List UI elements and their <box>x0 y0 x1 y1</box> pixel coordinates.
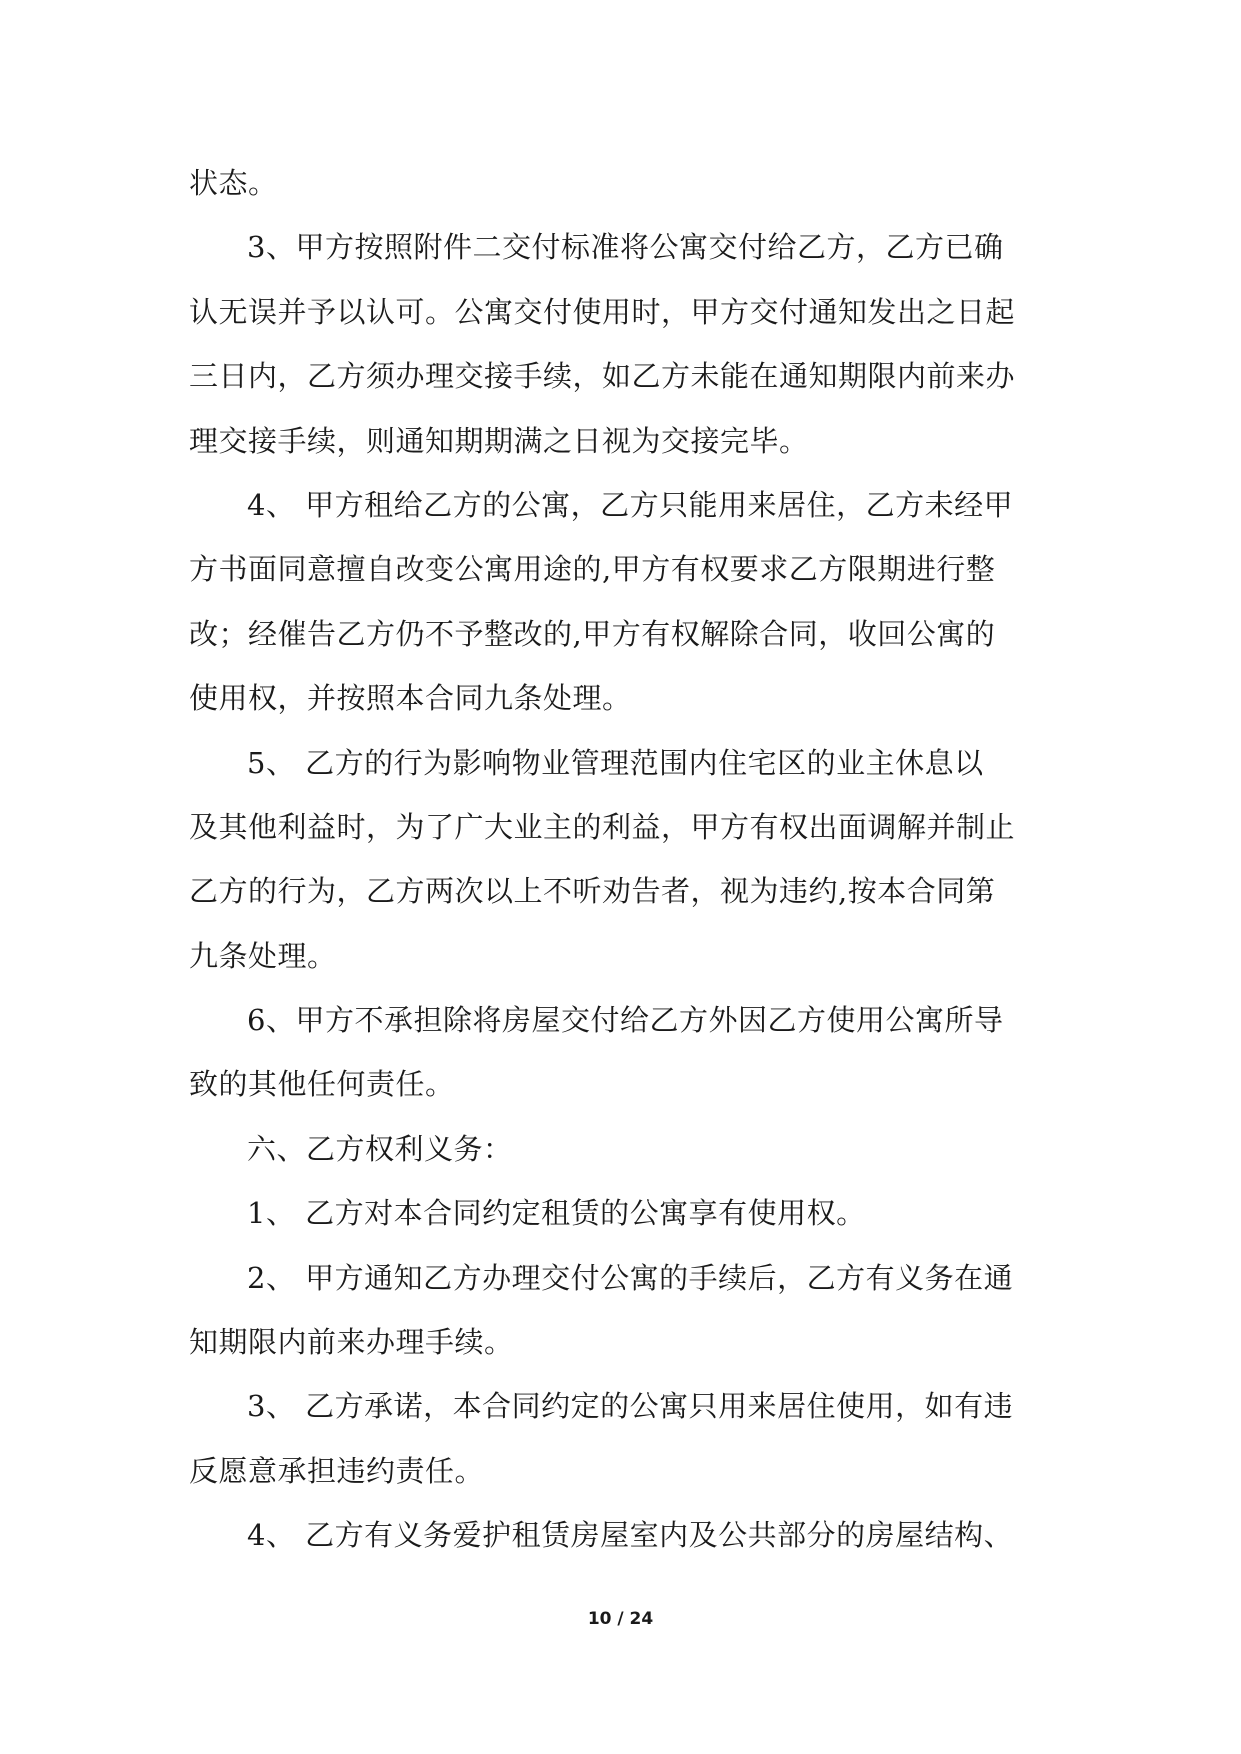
text-line: 理交接手续，则通知期期满之日视为交接完毕。 <box>189 423 809 458</box>
text-line: 4、 乙方有义务爱护租赁房屋室内及公共部分的房屋结构、 <box>247 1518 1014 1553</box>
text-line: 乙方的行为，乙方两次以上不听劝告者，视为违约,按本合同第 <box>189 874 996 909</box>
text-line: 及其他利益时，为了广大业主的利益，甲方有权出面调解并制止 <box>189 809 1016 844</box>
text-line: 改；经催告乙方仍不予整改的,甲方有权解除合同，收回公寓的 <box>189 616 996 651</box>
text-line: 6、甲方不承担除将房屋交付给乙方外因乙方使用公寓所导 <box>247 1003 1004 1038</box>
text-line: 4、 甲方租给乙方的公寓，乙方只能用来居住，乙方未经甲 <box>247 487 1014 522</box>
text-line: 方书面同意擅自改变公寓用途的,甲方有权要求乙方限期进行整 <box>189 552 996 587</box>
text-line: 1、 乙方对本合同约定租赁的公寓享有使用权。 <box>247 1196 866 1231</box>
text-line: 5、 乙方的行为影响物业管理范围内住宅区的业主休息以 <box>247 745 984 780</box>
text-line: 六、乙方权利义务： <box>247 1131 513 1166</box>
text-line: 认无误并予以认可。公寓交付使用时，甲方交付通知发出之日起 <box>189 294 1016 329</box>
text-line: 3、 乙方承诺，本合同约定的公寓只用来居住使用，如有违 <box>247 1389 1014 1424</box>
text-line: 知期限内前来办理手续。 <box>189 1325 514 1360</box>
document-body <box>189 151 1061 1568</box>
page-number: 10 / 24 <box>587 1609 654 1629</box>
text-line: 致的其他任何责任。 <box>189 1067 455 1102</box>
text-line: 九条处理。 <box>189 938 337 973</box>
text-line: 3、甲方按照附件二交付标准将公寓交付给乙方，乙方已确 <box>247 230 1004 265</box>
text-line: 反愿意承担违约责任。 <box>189 1453 485 1488</box>
text-line: 2、 甲方通知乙方办理交付公寓的手续后，乙方有义务在通 <box>247 1260 1014 1295</box>
text-line: 使用权，并按照本合同九条处理。 <box>189 681 632 716</box>
text-line: 三日内，乙方须办理交接手续，如乙方未能在通知期限内前来办 <box>189 359 1016 394</box>
text-line: 状态。 <box>189 166 278 200</box>
